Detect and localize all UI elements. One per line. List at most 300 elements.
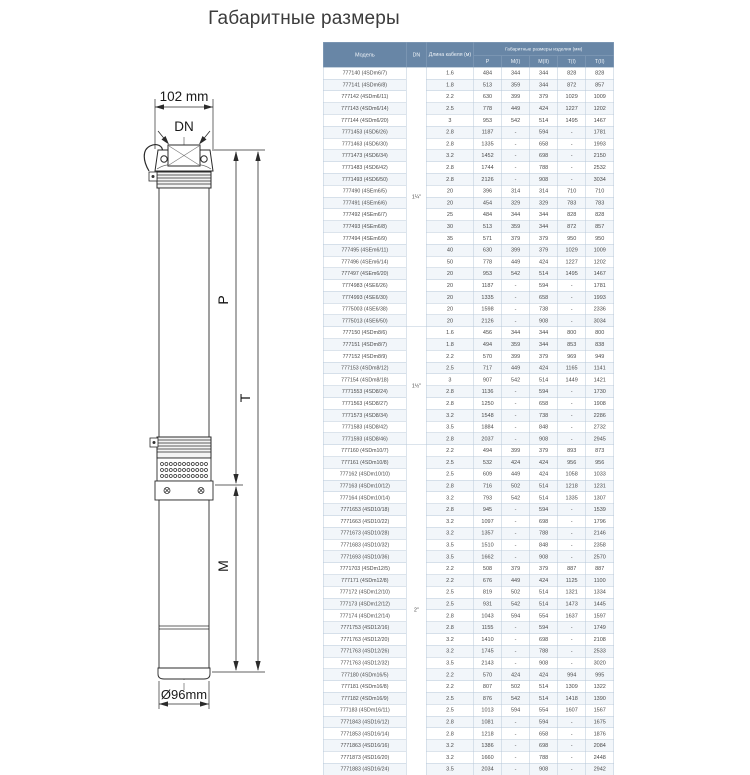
dimension-cell: 1187 [474, 280, 502, 292]
dimension-cell: 956 [558, 457, 586, 469]
dimension-cell: 828 [558, 209, 586, 221]
model-cell: 7771483 (4SD6/42) [323, 162, 406, 174]
cable-length-cell: 35 [426, 232, 473, 244]
model-cell: 7771663 (4SD10/22) [323, 516, 406, 528]
dimension-cell: 630 [474, 91, 502, 103]
dimension-cell: 1567 [586, 704, 614, 716]
cable-length-cell: 1.8 [426, 339, 473, 351]
cable-length-cell: 2.8 [426, 728, 473, 740]
dimension-cell: 3034 [586, 315, 614, 327]
table-row [323, 692, 614, 704]
dimension-cell: 778 [474, 256, 502, 268]
model-cell: 777150 (4SDm8/6) [323, 327, 406, 339]
pump-length-dimension-label: P [215, 295, 231, 305]
dimension-cell: 630 [474, 244, 502, 256]
dimension-cell: 449 [502, 256, 530, 268]
dimension-cell: 379 [530, 244, 558, 256]
dimension-cell: 594 [502, 610, 530, 622]
dimension-cell: 1548 [474, 409, 502, 421]
dimension-cell: 1218 [558, 480, 586, 492]
cable-length-cell: 2.8 [426, 622, 473, 634]
table-row [323, 103, 614, 115]
cable-length-cell: 2.5 [426, 103, 473, 115]
dimension-cell: 494 [474, 445, 502, 457]
dimension-cell: 908 [530, 763, 558, 775]
cable-length-cell: 40 [426, 244, 473, 256]
dimension-cell: 1418 [558, 692, 586, 704]
dimension-cell: 449 [502, 468, 530, 480]
dimension-cell: 2732 [586, 421, 614, 433]
dimension-cell: 2108 [586, 634, 614, 646]
dimension-cell: 893 [558, 445, 586, 457]
dimension-cell: 514 [530, 681, 558, 693]
dimension-cell: 658 [530, 138, 558, 150]
dimension-cell: 1745 [474, 645, 502, 657]
dimension-cell: 1993 [586, 291, 614, 303]
dimension-cell: 502 [502, 586, 530, 598]
cable-length-cell: 3.2 [426, 527, 473, 539]
dimension-cell: 848 [530, 539, 558, 551]
dimension-cell: 1473 [558, 598, 586, 610]
dimension-cell: 1218 [474, 728, 502, 740]
dimension-cell: - [502, 551, 530, 563]
dimension-cell: 329 [502, 197, 530, 209]
dimension-cell: 956 [586, 457, 614, 469]
dimension-cell: 344 [530, 209, 558, 221]
model-cell: 777491 (4SEm6/6) [323, 197, 406, 209]
dimension-cell: 931 [474, 598, 502, 610]
dimension-cell: 344 [530, 339, 558, 351]
dimension-cell: 359 [502, 79, 530, 91]
dimension-cell: 542 [502, 268, 530, 280]
dimension-cell: 1307 [586, 492, 614, 504]
dimension-cell: 399 [502, 91, 530, 103]
dimension-cell: - [502, 751, 530, 763]
dimension-cell: 1335 [474, 291, 502, 303]
cable-length-cell: 3.5 [426, 657, 473, 669]
dimension-cell: 542 [502, 374, 530, 386]
dimension-cell: 379 [530, 445, 558, 457]
dimension-cell: 2146 [586, 527, 614, 539]
dimension-cell: 554 [530, 704, 558, 716]
dimension-cell: 344 [502, 327, 530, 339]
dimension-cell: 1100 [586, 575, 614, 587]
table-row [323, 433, 614, 445]
dimension-cell: 1334 [586, 586, 614, 598]
dimension-cell: 379 [530, 232, 558, 244]
dimension-cell: 857 [586, 221, 614, 233]
dimension-cell: 1421 [586, 374, 614, 386]
dimension-cell: 1187 [474, 126, 502, 138]
dimension-cell: 449 [502, 103, 530, 115]
model-cell: 7771573 (4SD8/34) [323, 409, 406, 421]
dimension-cell: - [502, 622, 530, 634]
dimension-cell: 857 [586, 79, 614, 91]
model-cell: 777495 (4SEm6/11) [323, 244, 406, 256]
header-p: P [474, 56, 502, 68]
model-cell: 777180 (4SDm16/5) [323, 669, 406, 681]
dimension-cell: 908 [530, 657, 558, 669]
dimension-cell: 1781 [586, 280, 614, 292]
table-row [323, 586, 614, 598]
table-row [323, 79, 614, 91]
dimension-cell: 1884 [474, 421, 502, 433]
dimension-cell: - [558, 504, 586, 516]
dimension-cell: 908 [530, 173, 558, 185]
dimension-cell: 1081 [474, 716, 502, 728]
dimension-cell: 594 [530, 504, 558, 516]
dimension-cell: 594 [530, 386, 558, 398]
cable-length-cell: 3.5 [426, 539, 473, 551]
dimension-cell: 513 [474, 221, 502, 233]
dimension-cell: 1335 [558, 492, 586, 504]
dimension-cell: 1202 [586, 103, 614, 115]
dimension-cell: - [502, 657, 530, 669]
model-cell: 7771673 (4SD10/28) [323, 527, 406, 539]
dimension-cell: 2150 [586, 150, 614, 162]
dimension-cell: 359 [502, 339, 530, 351]
table-row [323, 126, 614, 138]
dimension-cell: 1029 [558, 91, 586, 103]
model-cell: 777497 (4SEm6/20) [323, 268, 406, 280]
model-cell: 777141 (4SDm6/8) [323, 79, 406, 91]
cable-length-cell: 3.2 [426, 740, 473, 752]
cable-length-cell: 20 [426, 197, 473, 209]
table-row [323, 681, 614, 693]
dimension-cell: 1993 [586, 138, 614, 150]
table-row [323, 728, 614, 740]
dimension-cell: 532 [474, 457, 502, 469]
dimension-cell: 594 [502, 704, 530, 716]
dimension-cell: 819 [474, 586, 502, 598]
dimension-cell: 514 [530, 692, 558, 704]
dimension-cell: - [558, 622, 586, 634]
dimension-cell: 1136 [474, 386, 502, 398]
table-row [323, 291, 614, 303]
model-cell: 777493 (4SEm6/8) [323, 221, 406, 233]
header-m1: M(I) [502, 56, 530, 68]
dimension-cell: 594 [530, 622, 558, 634]
header-dimensions-group: Габаритные размеры изделия (мм) [474, 42, 614, 56]
dimension-cell: 514 [530, 598, 558, 610]
dimension-cell: 542 [502, 114, 530, 126]
dimension-cell: 995 [586, 669, 614, 681]
dimension-cell: 1876 [586, 728, 614, 740]
ear-hole-left [161, 156, 167, 162]
dimension-cell: 1013 [474, 704, 502, 716]
dn-cell: 2" [406, 445, 426, 775]
dimension-cell: 2570 [586, 551, 614, 563]
header-t1: T(I) [558, 56, 586, 68]
model-cell: 777143 (4SDm6/14) [323, 103, 406, 115]
dimension-cell: 717 [474, 362, 502, 374]
table-row [323, 409, 614, 421]
dimension-cell: 514 [530, 586, 558, 598]
cable-length-cell: 20 [426, 185, 473, 197]
cable-length-cell: 20 [426, 303, 473, 315]
model-cell: 7771463 (4SD6/30) [323, 138, 406, 150]
dimension-cell: 1386 [474, 740, 502, 752]
dimension-cell: 908 [530, 315, 558, 327]
table-row [323, 303, 614, 315]
dimension-cell: 658 [530, 728, 558, 740]
dimension-cell: - [502, 539, 530, 551]
dimension-cell: - [558, 421, 586, 433]
dimension-cell: 1662 [474, 551, 502, 563]
table-row [323, 763, 614, 775]
dimension-cell: 359 [502, 221, 530, 233]
table-row [323, 232, 614, 244]
table-row [323, 280, 614, 292]
dimension-cell: 514 [530, 492, 558, 504]
dimension-cell: 788 [530, 162, 558, 174]
model-cell: 777492 (4SEm6/7) [323, 209, 406, 221]
dimension-cell: 1449 [558, 374, 586, 386]
dimension-cell: - [558, 740, 586, 752]
cable-length-cell: 2.8 [426, 504, 473, 516]
cable-length-cell: 2.8 [426, 386, 473, 398]
dimension-cell: 508 [474, 563, 502, 575]
dimension-cell: 484 [474, 209, 502, 221]
dimension-cell: 344 [502, 67, 530, 79]
dimension-cell: 3034 [586, 173, 614, 185]
dimension-cell: 853 [558, 339, 586, 351]
dimension-cell: 848 [530, 421, 558, 433]
dimension-cell: - [502, 162, 530, 174]
dimension-cell: - [558, 398, 586, 410]
diameter-dimension-label: Ø96mm [160, 687, 208, 702]
dimension-cell: 344 [530, 221, 558, 233]
model-cell: 777494 (4SEm6/9) [323, 232, 406, 244]
dimension-cell: - [502, 740, 530, 752]
table-row [323, 468, 614, 480]
dimension-cell: 1495 [558, 268, 586, 280]
header-dn: DN [406, 42, 426, 67]
dimension-cell: 513 [474, 79, 502, 91]
dimension-cell: 873 [586, 445, 614, 457]
dimension-cell: 1410 [474, 634, 502, 646]
table-row [323, 209, 614, 221]
cable-length-cell: 3.5 [426, 421, 473, 433]
model-cell: 777181 (4SDm16/8) [323, 681, 406, 693]
table-row [323, 445, 614, 457]
dimension-cell: 828 [558, 67, 586, 79]
table-row [323, 138, 614, 150]
table-row [323, 374, 614, 386]
dimension-cell: 1165 [558, 362, 586, 374]
table-row [323, 634, 614, 646]
cable-length-cell: 20 [426, 291, 473, 303]
page-title-text: Габаритные размеры [208, 8, 400, 29]
dimension-cell: 1452 [474, 150, 502, 162]
header-m2: M(II) [530, 56, 558, 68]
dimension-cell: 698 [530, 516, 558, 528]
dimension-cell: 514 [530, 268, 558, 280]
dimension-cell: 399 [502, 350, 530, 362]
dimension-cell: 514 [530, 480, 558, 492]
dimension-cell: 788 [530, 527, 558, 539]
table-row [323, 751, 614, 763]
dimensions-table-container [323, 42, 614, 773]
dimension-cell: - [558, 751, 586, 763]
dimension-cell: 2336 [586, 303, 614, 315]
cable-length-cell: 3.2 [426, 634, 473, 646]
dimension-cell: - [558, 291, 586, 303]
dimension-cell: 658 [530, 398, 558, 410]
dimension-cell: 1155 [474, 622, 502, 634]
model-cell: 7771753 (4SD12/16) [323, 622, 406, 634]
dimension-cell: - [502, 398, 530, 410]
dimension-cell: 876 [474, 692, 502, 704]
dimension-cell: 950 [558, 232, 586, 244]
dimension-cell: - [558, 645, 586, 657]
cable-length-cell: 3.5 [426, 551, 473, 563]
cable-length-cell: 20 [426, 268, 473, 280]
table-row [323, 350, 614, 362]
dimension-cell: - [502, 386, 530, 398]
dimension-cell: 1467 [586, 114, 614, 126]
table-row [323, 622, 614, 634]
dimension-cell: 424 [530, 575, 558, 587]
model-cell: 7771763 (4SD12/26) [323, 645, 406, 657]
dimension-cell: 1467 [586, 268, 614, 280]
model-cell: 777140 (4SDm6/7) [323, 67, 406, 79]
model-cell: 7771853 (4SD16/14) [323, 728, 406, 740]
model-cell: 7771553 (4SD8/24) [323, 386, 406, 398]
cable-length-cell: 2.8 [426, 610, 473, 622]
dimension-cell: 953 [474, 114, 502, 126]
dimension-cell: 800 [558, 327, 586, 339]
dimension-cell: 1009 [586, 91, 614, 103]
dimension-cell: 949 [586, 350, 614, 362]
table-row [323, 645, 614, 657]
dimension-cell: 1781 [586, 126, 614, 138]
model-cell: 7771863 (4SD16/16) [323, 740, 406, 752]
dimension-cell: 314 [530, 185, 558, 197]
dimension-cell: 1141 [586, 362, 614, 374]
dimension-cell: 788 [530, 751, 558, 763]
dimension-cell: - [502, 409, 530, 421]
dimension-cell: - [558, 551, 586, 563]
dimension-cell: 344 [530, 67, 558, 79]
dimension-cell: - [502, 421, 530, 433]
cable-length-cell: 20 [426, 280, 473, 292]
dimension-cell: 887 [586, 563, 614, 575]
cable-length-cell: 3.2 [426, 516, 473, 528]
dimension-cell: 1445 [586, 598, 614, 610]
table-row [323, 197, 614, 209]
cable-length-cell: 3.2 [426, 492, 473, 504]
dimension-cell: 399 [502, 445, 530, 457]
dimension-cell: 2942 [586, 763, 614, 775]
dimension-cell: - [502, 504, 530, 516]
model-cell: 777172 (4SDm12/10) [323, 586, 406, 598]
dimension-cell: - [502, 126, 530, 138]
width-dimension-label: 102 mm [159, 89, 209, 104]
table-row [323, 256, 614, 268]
table-row [323, 150, 614, 162]
model-cell: 777183 (4SDm16/11) [323, 704, 406, 716]
table-row [323, 67, 614, 79]
table-body [323, 67, 614, 775]
cable-length-cell: 25 [426, 209, 473, 221]
dimension-cell: 1058 [558, 468, 586, 480]
cable-length-cell: 2.8 [426, 398, 473, 410]
dimension-cell: 1637 [558, 610, 586, 622]
dimension-cell: 454 [474, 197, 502, 209]
cable-length-cell: 2.8 [426, 716, 473, 728]
dimension-cell: 424 [530, 103, 558, 115]
model-cell: 7771683 (4SD10/32) [323, 539, 406, 551]
cable-length-cell: 3.2 [426, 751, 473, 763]
model-cell: 7771703 (4SDm12/5) [323, 563, 406, 575]
cable-length-cell: 3.2 [426, 150, 473, 162]
dimension-cell: - [502, 527, 530, 539]
dimension-cell: - [558, 409, 586, 421]
table-row [323, 398, 614, 410]
dimension-cell: 1607 [558, 704, 586, 716]
cable-length-cell: 2.5 [426, 468, 473, 480]
cable-length-cell: 1.6 [426, 327, 473, 339]
dn-cell: 1½" [406, 327, 426, 445]
dimension-cell: 676 [474, 575, 502, 587]
dimension-cell: 800 [586, 327, 614, 339]
dimension-cell: 424 [530, 468, 558, 480]
dimension-cell: - [558, 539, 586, 551]
dimension-cell: 1908 [586, 398, 614, 410]
header-cable-length: Длина кабеля (м) [426, 42, 473, 67]
dimension-cell: - [558, 150, 586, 162]
dimension-cell: 658 [530, 291, 558, 303]
cable-length-cell: 1.6 [426, 67, 473, 79]
dimension-cell: 1202 [586, 256, 614, 268]
dimension-cell: 3020 [586, 657, 614, 669]
dimension-cell: 379 [502, 563, 530, 575]
model-cell: 7775003 (4SE6/38) [323, 303, 406, 315]
model-cell: 7771453 (4SD6/26) [323, 126, 406, 138]
model-cell: 777152 (4SDm8/9) [323, 350, 406, 362]
dimension-cell: 950 [586, 232, 614, 244]
dimension-cell: - [558, 280, 586, 292]
dimension-cell: 594 [530, 126, 558, 138]
cable-length-cell: 3.2 [426, 645, 473, 657]
cable-length-cell: 2.5 [426, 362, 473, 374]
table-row [323, 221, 614, 233]
table-row [323, 457, 614, 469]
dimension-cell: 1660 [474, 751, 502, 763]
ear-hole-right [201, 156, 207, 162]
dimension-cell: 1597 [586, 610, 614, 622]
model-cell: 7771763 (4SD12/20) [323, 634, 406, 646]
model-cell: 777161 (4SDm10/8) [323, 457, 406, 469]
dimension-cell: 2126 [474, 173, 502, 185]
table-row [323, 516, 614, 528]
table-row [323, 492, 614, 504]
dimension-cell: 554 [530, 610, 558, 622]
model-cell: 777490 (4SEm6/5) [323, 185, 406, 197]
table-row [323, 575, 614, 587]
cable-length-cell: 2.8 [426, 433, 473, 445]
dimension-cell: 908 [530, 433, 558, 445]
dimension-cell: - [502, 173, 530, 185]
dimension-cell: 788 [530, 645, 558, 657]
table-row [323, 669, 614, 681]
dimension-cell: 514 [530, 114, 558, 126]
dimension-cell: - [502, 516, 530, 528]
model-cell: 7774983 (4SE6/26) [323, 280, 406, 292]
model-cell: 7771583 (4SD8/42) [323, 421, 406, 433]
dimension-cell: 1009 [586, 244, 614, 256]
